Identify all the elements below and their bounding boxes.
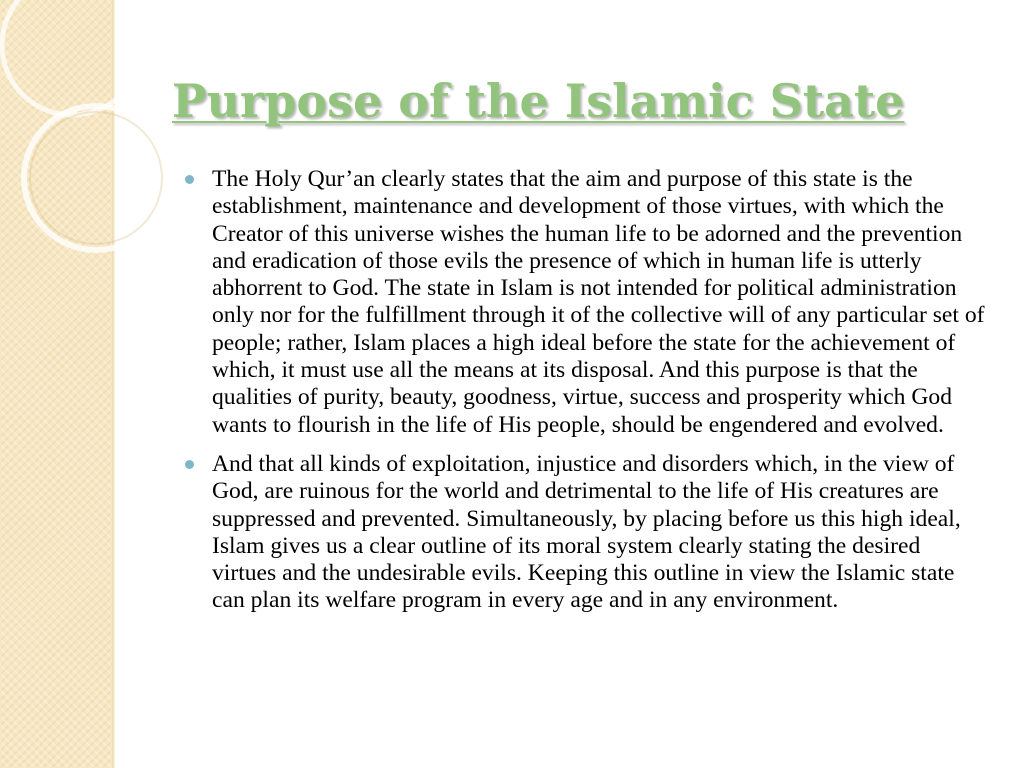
bullet-item bbox=[182, 166, 990, 439]
bullet-list bbox=[182, 166, 990, 627]
decorative-circles bbox=[0, 0, 140, 260]
decorative-ring-shadow bbox=[30, 112, 162, 244]
bullet-dot-icon bbox=[185, 175, 194, 184]
bullet-dot-icon bbox=[185, 460, 194, 469]
decorative-ring-small bbox=[24, 106, 168, 250]
bullet-text: The Holy Qur’an clearly states that the aim and purpose of this state is the establishment, maintenance and development of those virtues, with which the Creator of this universe wishes the human life to be adorned and the prevention and eradication of those evils the presence of which in human life is utterly abhorrent to God. The state in Islam is not intended for political administration only nor for the fulfillment through it of the collective will of any particular set of people; rather, Islam places a high ideal before the state for the achievement of which, it must use all the means at its disposal. And this purpose is that the qualities of purity, beauty, goodness, virtue, success and prosperity which God wants to flourish in the life of His people, should be engendered and evolved. bbox=[212, 166, 985, 438]
bullet-text: And that all kinds of exploitation, injustice and disorders which, in the view of God, are ruinous for the world and detrimental to the life of His creatures are suppressed and prevented. Simultaneously, by placing before us this high ideal, Islam gives us a clear outline of its moral system clearly stating the desired virtues and the undesirable evils. Keeping this outline in view the Islamic state can plan its welfare program in every age and in any environment. bbox=[212, 450, 961, 614]
slide-title: Purpose of the Islamic State bbox=[172, 74, 905, 128]
decorative-ring-large bbox=[2, 0, 142, 115]
bullet-item bbox=[182, 451, 990, 615]
